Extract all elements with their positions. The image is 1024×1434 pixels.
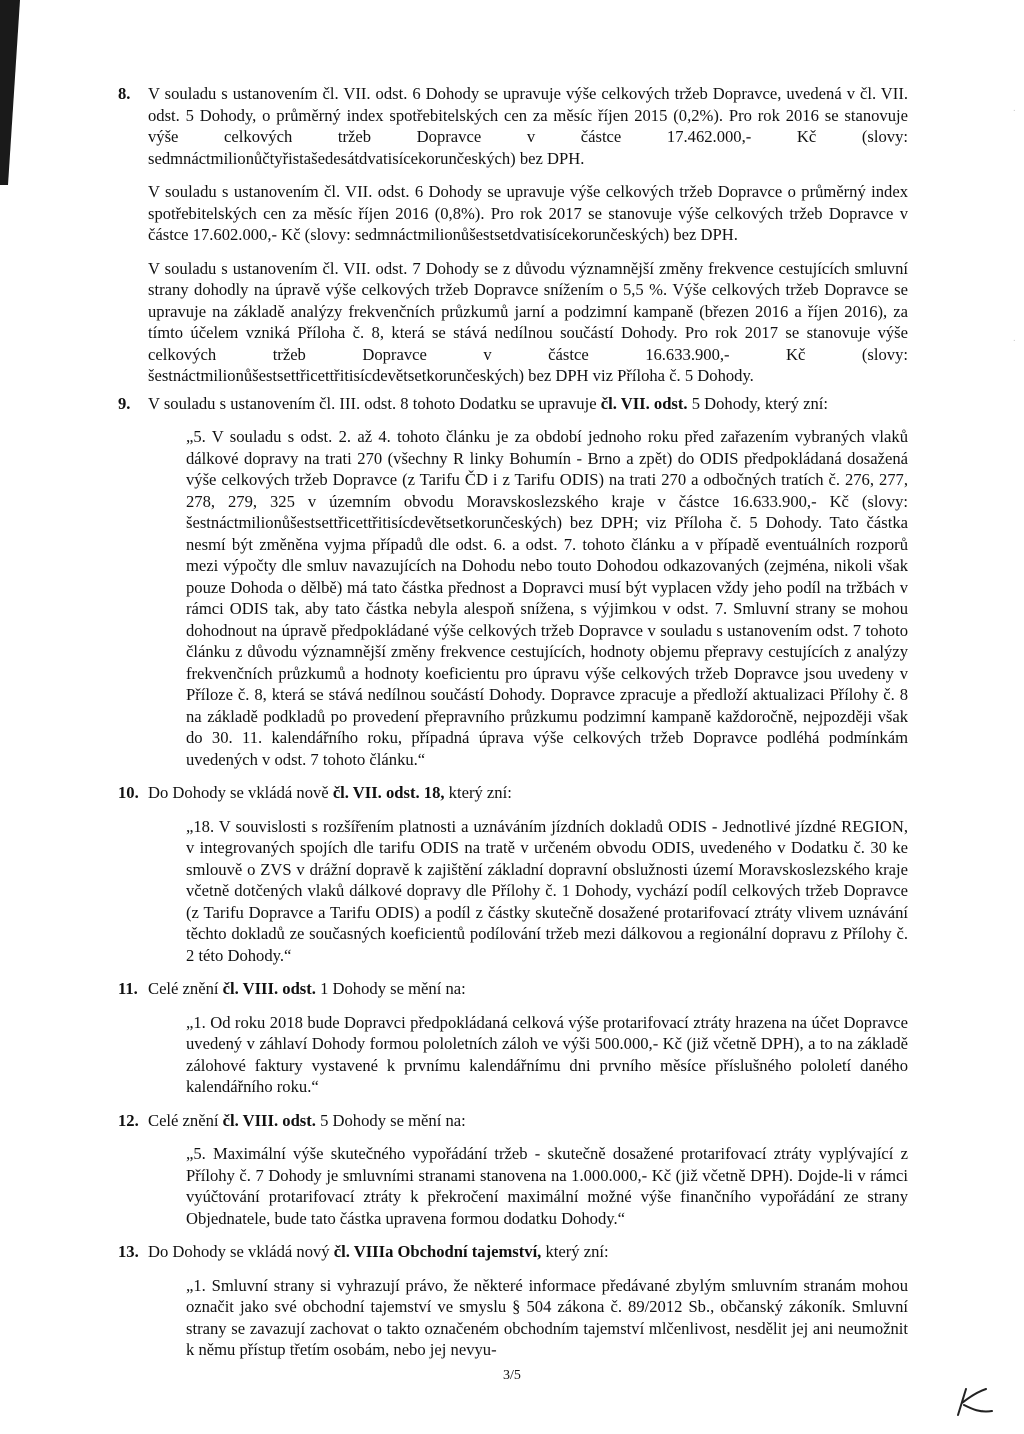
intro-text: Do Dohody se vkládá nový: [148, 1242, 334, 1261]
handwritten-initials-mark: [950, 1385, 996, 1419]
item-content: [148, 1241, 908, 1361]
section-item-9: [118, 393, 908, 771]
item-number: 12.: [118, 1110, 139, 1130]
margin-dot: ·: [1012, 335, 1016, 346]
document-page: [118, 83, 908, 1361]
margin-dot: ·: [1012, 105, 1016, 116]
intro-text: který zní:: [541, 1242, 609, 1261]
quoted-provision: „1. Od roku 2018 bude Dopravci předpokládaná celková výše protarifovací ztráty hrazena na účet Dopravce uvedený v záhlaví Dohody formou pololetních záloh ve výši 500.000,- Kč (již včetně DPH), a to na základě zálohové faktury vystavené k prvnímu kalendářnímu dni prvního měsíce příslušného pololetí daného kalendářního roku.“: [186, 1012, 908, 1096]
quoted-provision: „5. V souladu s odst. 2. až 4. tohoto článku je za období jednoho roku před zařazením vybraných vlaků dálkové dopravy na trati 270 (všechny R linky Bohumín - Brno a zpět) do ODIS předpokládaná dosažená výše celkových tržeb Dopravce (z Tarifu ČD i z Tarifu ODIS) na trati 270 a odbočných tratích č. 276, 277, 278, 279, 325 v územním obvodu Moravskoslezského kraje v částce 16.633.900,- Kč (slovy: šestnáctmilionůšestsettřicettřitisícdevětsetkorunčeských) bez DPH; viz Příloha č. 5 Dohody. Tato částka nesmí být změněna vyjma případů dle odst. 6. a odst. 7. tohoto článku a v případě eventuálních rozporů mezi výpočty dle smluv navazujících na Dohodu nebo touto Dohodou odkazovaných (zejména, nikoli však pouze Dohoda o dělbě) má tato částka přednost a Dopravci musí být vyplacen vždy jeho podíl na tržbách v rámci ODIS tak, aby tato částka nebyla alespoň snížena, s výjimkou v odst. 7. Smluvní strany se mohou dohodnout na úpravě předpokládané výše celkových tržeb Dopravce v souladu s ustanovením odst. 7 tohoto článku z důvodu významnější změny frekvence cestujících, hodnoty objemu přepravy cestujících z analýzy frekvenčních průzkumů a hodnoty koeficientu pro úpravu výše celkových tržeb Dopravce jsou uvedeny v Příloze č. 8, která se stává nedílnou součástí Dohody. Dopravce zpracuje a předloží aktualizaci Přílohy č. 8 na základě podkladů po provedení přepravního průzkumu podzimní kampaně každoročně, nejpozději však do 30. 11. kalendářního roku, případná úprava výše celkových tržeb Dopravce podléhá podmínkám uvedených v odst. 7 tohoto článku.“: [186, 427, 908, 769]
section-item-8: [118, 83, 908, 387]
section-item-10: [118, 782, 908, 966]
intro-text: Do Dohody se vkládá nově: [148, 783, 333, 802]
paragraph: V souladu s ustanovením čl. VII. odst. 7 Dohody se z důvodu významnější změny frekvence cestujících smluvní strany dohodly na úpravě výše celkových tržeb Dopravce snížením o 5,5 %. Výše celkových tržeb Dopravce se upravuje na základě analýzy frekvenčních průzkumů jarní a podzimní kampaně (březen 2016 a říjen 2016), za tímto účelem vzniká Příloha č. 8, která se stává nedílnou součástí Dohody. Pro rok 2017 se stanovuje výše celkových tržeb Dopravce v částce 16.633.900,- Kč (slovy: šestnáctmilionůšestsettřicettřitisícdevětsetkorunčeských) bez DPH viz Příloha č. 5 Dohody.: [148, 258, 908, 385]
item-number: 9.: [118, 393, 131, 413]
item-content: [148, 978, 908, 1098]
quoted-provision: „1. Smluvní strany si vyhrazují právo, že některé informace předávané zbylým smluvním stranám mohou označit jako své obchodní tajemství ve smyslu § 504 zákona č. 89/2012 Sb., občanský zákoník. Smluvní strany se zavazují zachovat o takto označeném obchodním tajemství mlčenlivost, nesdělit jej ani neumožnit k němu přístup třetím osobám, nebo jej nevyu-: [186, 1275, 908, 1359]
intro-text: Celé znění: [148, 979, 223, 998]
intro-text: 5 Dohody se mění na:: [315, 1110, 466, 1130]
item-intro: [148, 393, 908, 415]
item-number: 10.: [118, 783, 139, 802]
intro-article-ref: čl. VIII. odst.: [222, 1110, 316, 1130]
intro-text: Celé znění: [148, 1110, 223, 1130]
intro-article-ref: čl. VIII. odst.: [222, 979, 316, 998]
section-item-12: [118, 1110, 908, 1230]
section-item-11: [118, 978, 908, 1098]
item-number: 13.: [118, 1242, 139, 1261]
quoted-provision: „18. V souvislosti s rozšířením platnosti a uznáváním jízdních dokladů ODIS - Jednotlivé jízdné REGION, v integrovaných spojích dle tarifu ODIS na tratě v určeném obvodu ODIS, uvedeného v Dodatku č. 30 ke smlouvě o ZVS v drážní dopravě k zajištění základní dopravní obslužnosti území Moravskoslezského kraje včetně dotčených vlaků dálkové dopravy dle Přílohy č. 1 Dohody, vychází podíl celkových tržeb Dopravce (z Tarifu Dopravce a Tarifu ODIS) a podíl z částky skutečně dosažené protarifovací ztráty vlivem uznávání těchto dokladů ze současných koeficientů podílování tržeb mezi dálkovou a regionální dopravu z Přílohy č. 2 této Dohody.“: [186, 816, 908, 965]
intro-article-ref: čl. VII. odst.: [600, 393, 688, 413]
intro-text: V souladu s ustanovením čl. III. odst. 8 tohoto Dodatku se upravuje: [148, 393, 601, 413]
item-content: [148, 393, 908, 771]
item-content: [148, 83, 908, 387]
paragraph: V souladu s ustanovením čl. VII. odst. 6 Dohody se upravuje výše celkových tržeb Dopravce, uvedená v čl. VII. odst. 5 Dohody, o průměrný index spotřebitelských cen za měsíc říjen 2015 (0,2%). Pro rok 2016 se stanovuje výše celkových tržeb Dopravce v částce 17.462.000,- Kč (slovy: sedmnáctmilionůčtyřistašedesátdvatisícekorunčeských) bez DPH.: [148, 84, 908, 168]
quoted-provision: „5. Maximální výše skutečného vypořádání tržeb - skutečně dosažené protarifovací ztráty vyplývající z Přílohy č. 7 Dohody je smluvními stranami stanovena na 1.000.000,- Kč (již včetně DPH). Dojde-li v rámci vyúčtování protarifovací ztráty k překročení maximální možné výše finančního vypořádání ze strany Objednatele, bude tato částka upravena formou dodatku Dohody.“: [186, 1144, 908, 1228]
intro-text: 1 Dohody se mění na:: [315, 979, 466, 998]
scan-edge-mark: [0, 0, 22, 185]
item-content: [148, 1110, 908, 1230]
intro-article-ref: čl. VIIIa Obchodní tajemství,: [333, 1242, 542, 1261]
margin-dot: ·: [980, 1405, 984, 1416]
item-number: 11.: [118, 979, 138, 998]
page-number: 3/5: [503, 1368, 521, 1383]
item-intro: [148, 1241, 908, 1263]
intro-text: který zní:: [444, 783, 512, 802]
item-intro: [148, 1110, 908, 1132]
intro-text: 5 Dohody, který zní:: [687, 393, 828, 413]
paragraph: V souladu s ustanovením čl. VII. odst. 6 Dohody se upravuje výše celkových tržeb Dopravce o průměrný index spotřebitelských cen za měsíc říjen 2016 (0,8%). Pro rok 2017 se stanovuje výše celkových tržeb Dopravce v částce 17.602.000,- Kč (slovy: sedmnáctmilionůšestsetdvatisícekorunčeských) bez DPH.: [148, 182, 908, 244]
item-content: [148, 782, 908, 966]
intro-article-ref: čl. VII. odst. 18,: [332, 783, 445, 802]
item-intro: [148, 978, 908, 1000]
item-number: 8.: [118, 84, 131, 103]
section-item-13: [118, 1241, 908, 1361]
item-intro: [148, 782, 908, 804]
